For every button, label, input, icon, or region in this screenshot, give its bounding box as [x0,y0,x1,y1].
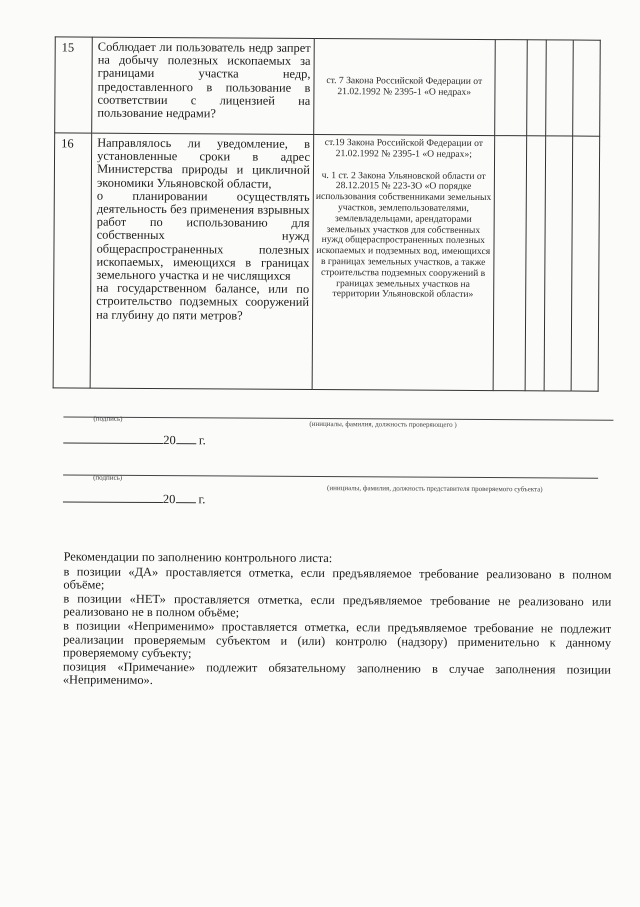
signature-line[interactable] [63,474,598,478]
recommendation-item: в позиции «НЕТ» проставляется отметка, если предъявляемое требование не реализовано или реализовано не в полном объёме; [63,591,612,620]
signer-caption: (инициалы, фамилия, должность проверяющего ) [309,419,457,429]
date-field[interactable] [63,430,206,448]
answer-not-applicable-cell[interactable] [544,136,573,391]
answer-no-cell[interactable] [526,40,546,136]
recommendation-item: в позиции «Неприменимо» проставляется отметка, если предъявляемое требование не подлежит реализации проверяемым субъектом и (или) контролю (надзору) применительно к данному проверяемому субъекту; [62,618,612,661]
legal-basis-text: ст. 7 Закона Российской Федерации от 21.02.1992 № 2395-1 «О недрах» [326,75,483,98]
date-year-blank[interactable] [176,431,196,444]
signature-caption: (подпись) [93,414,123,423]
date-year-prefix: 20 [163,433,176,448]
question-cell [90,133,313,389]
question-text-part: на государственном балансе, или по строительство подземных сооружений на глубину до пяти метров? [96,280,310,323]
answer-not-applicable-cell[interactable] [545,40,573,136]
row-number: 15 [55,37,93,133]
legal-basis-text: ч. 1 ст. 2 Закона Ульяновской области от 28.12.2015 № 223-ЗО «О порядке использования собственниками земельных участков, землепользователями, землевладельцами, арендаторами земельных участков для собственных нужд общераспространенных полезных ископаемых и подземных вод, имеющихся в границах земельных участков, а также строительства подземных сооружений в границах земельных участков на территории Ульяновской области» [315,169,492,301]
note-cell[interactable] [573,40,601,136]
recommendation-item: в позиции «ДА» проставляется отметка, если предъявляемое требование реализовано в полном объёме; [63,564,612,592]
answer-yes-cell[interactable] [493,136,527,391]
signature-caption: (подпись) [93,473,123,482]
table-row [55,37,601,136]
signer-caption: (инициалы, фамилия, должность представителя проверяемого субъекта) [326,484,543,494]
recommendation-item: позиция «Примечание» подлежит обязательному заполнению в случае заполнения позиции «Неприменимо». [62,659,611,688]
question-cell [92,37,314,134]
date-suffix: г. [198,433,206,448]
table-row [53,133,600,391]
recommendations [63,550,612,690]
answer-no-cell[interactable] [525,136,546,391]
date-year-blank[interactable] [175,490,195,503]
date-field[interactable] [63,489,206,507]
date-suffix: г. [198,492,206,507]
question-text-part: Направлялось ли уведомление, в установленные сроки в адрес Министерства природы и цикличной экономики Ульяновской области, [96,135,311,191]
legal-basis-cell [312,134,494,390]
checklist-table [53,36,601,391]
date-year-prefix: 20 [162,492,176,507]
question-text: Соблюдает ли пользователь недр запрет на добычу полезных ископаемых за границами участка недр, предоставленного в пользование в соответствии с лицензией на пользование недрами? [97,39,311,121]
recommendations-title: Рекомендации по заполнению контрольного листа: [63,549,333,566]
row-number: 16 [53,133,92,388]
note-cell[interactable] [571,136,600,391]
legal-basis-text: ст.19 Закона Российской Федерации от 21.02.1992 № 2395-1 «О недрах»; [324,137,484,160]
date-day-month-blank[interactable] [63,430,163,444]
date-day-month-blank[interactable] [63,489,163,503]
legal-basis-cell [314,38,495,135]
question-text-part: о планировании осуществлять деятельность без применения взрывных работ по использованию для собственных нужд общераспространенных полезных ископаемых, имеющихся в границах земельного участка и не числящихся [96,188,310,283]
answer-yes-cell[interactable] [494,40,527,136]
